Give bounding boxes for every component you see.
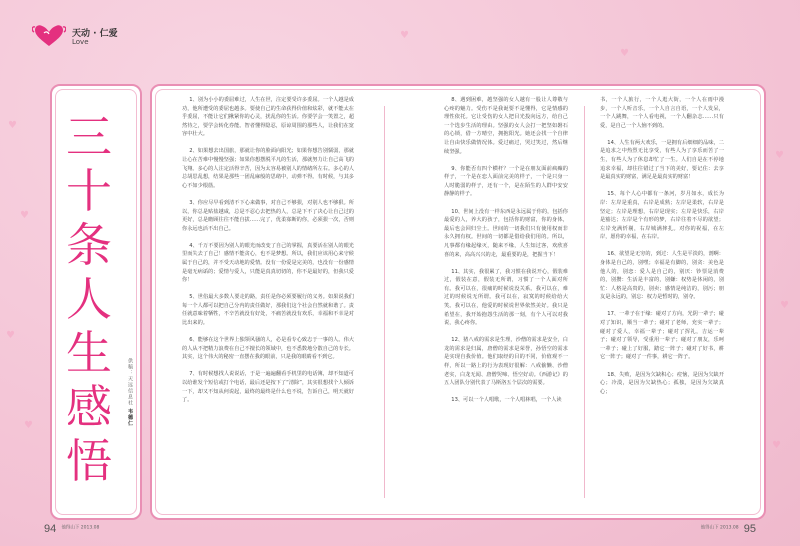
- paragraph: 9、你能否有四个横杆？一个是在朋友面前疯癫的样子，一个是在恋人面前完美的样子，一个是只身一人时脆弱的样子，还有一个，是在陌生的人群中安安静静的样子。: [444, 165, 568, 198]
- article-column-2: [444, 96, 568, 413]
- paragraph: 1、别为小小的委屈难过，人生在世，注定要受许多委屈。一个人越是成功，他所遭受的委屈也越多。要使自己的生命获得价值和炫彩，就不能太在乎委屈，不能让它们揪紧你的心灵，扰乱你的生活。你要学会一笑置之，超然待之，要学会转化券能。智者懂得隐忍，原谅周围的那些人，让我们在宽容中壮大。: [182, 97, 354, 138]
- decorative-heart-icon: ♥: [400, 30, 409, 41]
- issue-info: 他得山下 2013.08: [61, 525, 100, 531]
- section-subtitle: Love: [72, 38, 89, 46]
- paragraph: 12、猪八戒的需求是生理，沙僧的需求是安全，白龙的需求是归属，唐僧的需求是荣誉，孙悟空的需求是实现自我价值。他们取经的目的不同，价值观不一样，所以一路上的行为表现好很解：八戒偷懒、沙僧老实，白龙无闻、唐僧哭啼、悟空好动。《西游记》的五人团队分别代表了马斯洛五个层次的需要。: [444, 337, 568, 387]
- byline-author: 韦德仁: [127, 408, 133, 427]
- paragraph: 6、能够在这个世界上独领风骚的人，必是看专心致志于一事的人。伟大的人从不把精力浪费在自己不擅长的领域中，也不悉数地分散自己的专长。其实，这个伟大的秘密一直摆在我的眼前，只是我的眼睛看不到它。: [182, 337, 354, 361]
- paragraph: 5、世俗最大多数人要走的路，责任是你必须要履行的义务。如果说我们每一个人都可以把自己分内的责任做好，那我们这个社会自然就和谐了。责任就意味着牺牲，不辛苦就没有好处，不痛苦就没有欢乐，幸福和不幸是对比出来的。: [182, 294, 354, 327]
- title-char: 三: [66, 110, 112, 164]
- decorative-heart-icon: ♥: [772, 440, 781, 451]
- paragraph: 11、其实，我很累了，我习惯在我说开心，假装难过，假装在意，假装无所谓，习惯了一个人面对所有。我可以在，很痛的时候说没关系。我可以在，难过的时候说无所谓。我可以在，寂寞的时候给给大笑。我可以在，他爱的时候说世界依然美好。我只是希望在，我开始抱怨生活的那一刻，有个人可以对我说，我心疼你。: [444, 268, 568, 327]
- column-divider: [584, 106, 585, 498]
- article-title: [64, 110, 114, 488]
- title-char: 感: [66, 380, 112, 434]
- issue-info: 他得山下 2013.08: [700, 525, 739, 531]
- decorative-heart-icon: ♥: [8, 120, 17, 131]
- decorative-heart-icon: ♥: [24, 420, 33, 431]
- paragraph: 18、失败，是因为欠缺积心；痘恼，是因为欠缺开心；冷漠，是因为欠缺热心；孤独，是因为欠缺真心；: [600, 371, 724, 395]
- decorative-heart-icon: ♥: [775, 150, 784, 161]
- title-char: 十: [66, 164, 112, 218]
- paragraph: 8、遇到困难，越坚强的女人越有一股让人尊敬与心疼的魅力。受伤不是我诞要不是懂得，它是情感的理性依托。它让受伤的女人把目光投向远方，给自己一个选步生活的理由。坚强的女人会打一把坚如磐石的心锁，借一方晴空，拥抱阳光。她还会找一个自律让自由快乐做情况体。爱过痛过，哭过笑过，然后继续坚强。: [444, 97, 568, 155]
- page-number: 95: [743, 523, 756, 535]
- section-title: 天动 · 仁爱: [72, 29, 118, 39]
- page-number: 94: [44, 523, 57, 535]
- article-byline: [120, 358, 134, 427]
- paragraph: 10、世间上没有一样东西是永远属于你的，包括你最爱的人，养大的孩子，包括你的财富，你的身体，最后也会回归尘土。世间的一切我们只有使用权而非永久拥有权。世间的一切都是借给我们用的。所以，凡事都有缘起缘灭，随来不缘，人生知过客，欢欣喜喜的来，高高兴兴的走，最重要的是，把握当下！: [444, 208, 568, 258]
- paragraph: 2、如果想去出国旅，那就让你的脸面向阳光；如果你想告别懦弱，那就让心在苦难中慢慢坚强；如果你想摆脱平凡的生活，那就努力让自己高飞的飞翔。多心的人注定活得辛苦，因为太容易被别人的情绪所左右。多心的人总胡思乱想，结果是那些一团乱麻般的思绪中，动弹不得。有时候，与其多心不如少根筋。: [182, 148, 354, 189]
- decorative-heart-icon: ♥: [6, 330, 15, 341]
- article-body-card: [150, 84, 766, 520]
- paragraph: 17、一辈子在于缘：碰对了方向，光阴一辈子；碰对了知识，顺当一辈子；碰对了老师，充实一辈子；碰对了爱人，幸福一辈子；碰对了挥礼，吉运一辈子；碰对了领导，受重用一辈子；碰对了朋友，乐呵一辈子；碰上了好服，踏它一阵子；碰对了好书，耕它一阵子；碰对了一件事，耕它一阵子。: [600, 311, 724, 361]
- decorative-heart-icon: ♥: [620, 48, 629, 59]
- decorative-heart-icon: ♥: [780, 300, 789, 311]
- title-char: 条: [66, 218, 112, 272]
- article-column-3: [600, 96, 724, 405]
- decorative-heart-icon: ♥: [20, 210, 29, 221]
- paragraph: 15、每个人心中都有一条河，岁月如水，成长为岸：左岸是重真，右岸是成熟；左岸是柔软，右岸是坚定；左岸是理想，右岸是现实；左岸是快乐，右岸是豁达；左岸是个有形的梦，右岸往着不尽的欲望；左岸充满忻剔，右岸城满摔扎。对你的祝福，在左岸，愿你的幸福，在右岸。: [600, 191, 724, 241]
- page-footer-right: [701, 517, 756, 536]
- page-footer-left: [44, 517, 99, 536]
- paragraph: 4、千万不要因为别人的眼光而改变了自己的掌握，真要活在别人的眼光里而失去了自己！感情不能贪心，也不是梦想。所以，我们应该用心来守候属于自己的，并不受天动地的爱情。没有一份爱是完美的，也没有一份感情是毫无病诟的；爱情与爱人，只能是真真切切的，你不是最好的，但我只爱你！: [182, 242, 354, 284]
- byline-prefix: 供稿：天远信息社: [127, 358, 133, 406]
- winged-heart-icon: [32, 24, 66, 48]
- article-column-1: [182, 96, 354, 413]
- paragraph: 14、人生有两大欢乐，一是拥有后细细的品味，二是追求之中热烈无比享受，有些人为了享乐而苦了一生，有些人为了休息却忙了一生。人们自是在不停地追求幸福，却往往错过了当下的美好，要记住：去享是最真实的财富，满足是最真实的财富！: [600, 139, 724, 181]
- paragraph: 13、可以一个人唱歌，一个人唱林唱，一个人读: [451, 397, 562, 404]
- paragraph: 书，一个人旅行，一个人逛大街，一个人在雨中漫步，一个人听音乐，一个人自言自语，一个人发呆，一个人跳舞，一个人看电视，一个人翻杂志……只有爱，是自己一个人恼不到的。: [600, 97, 724, 129]
- title-char: 悟: [66, 434, 112, 488]
- title-char: 人: [66, 272, 112, 326]
- paragraph: 3、你应尽早看到清不下心来做事，对自己不够狠，对别人也不够狠。所以，你总是贴盐越咸，总是不忍心去把热的人，总是下不了决心让自己过的更好，总是瞻顾往往不能自拔……完了，优柔寡断的你，必须狠一次，否则你永远也活不出自己。: [182, 199, 354, 232]
- title-char: 生: [66, 326, 112, 380]
- paragraph: 16、欲望是无穷的，到过：人生是平淡的，剖啊：身体是自己的，别嘿；幸福是有脚的，别贪：美色是他人的，别恋：爱人是自己的，别厌：钞票是消费的，别攒：生活是丰富的，别嫌：权势是休闲的，别忙：人格是高贵的，别卖；感情是纯洁的，别污；朋友是永远的，别忘：权力是暂时的，别夺。: [600, 251, 724, 301]
- paragraph: 7、有时候想找人说说话，于是一遍遍翻看手机里的电话簿，却不知道可以给谁发个短信或打个电话，最后还是按下了“清除”，其实很想找个人倾诉一下，却又不知从何说起，最终的最终是什么也不说，告诉自己，明天就好了。: [182, 371, 354, 404]
- column-divider: [384, 106, 385, 498]
- article-title-card: [50, 84, 142, 520]
